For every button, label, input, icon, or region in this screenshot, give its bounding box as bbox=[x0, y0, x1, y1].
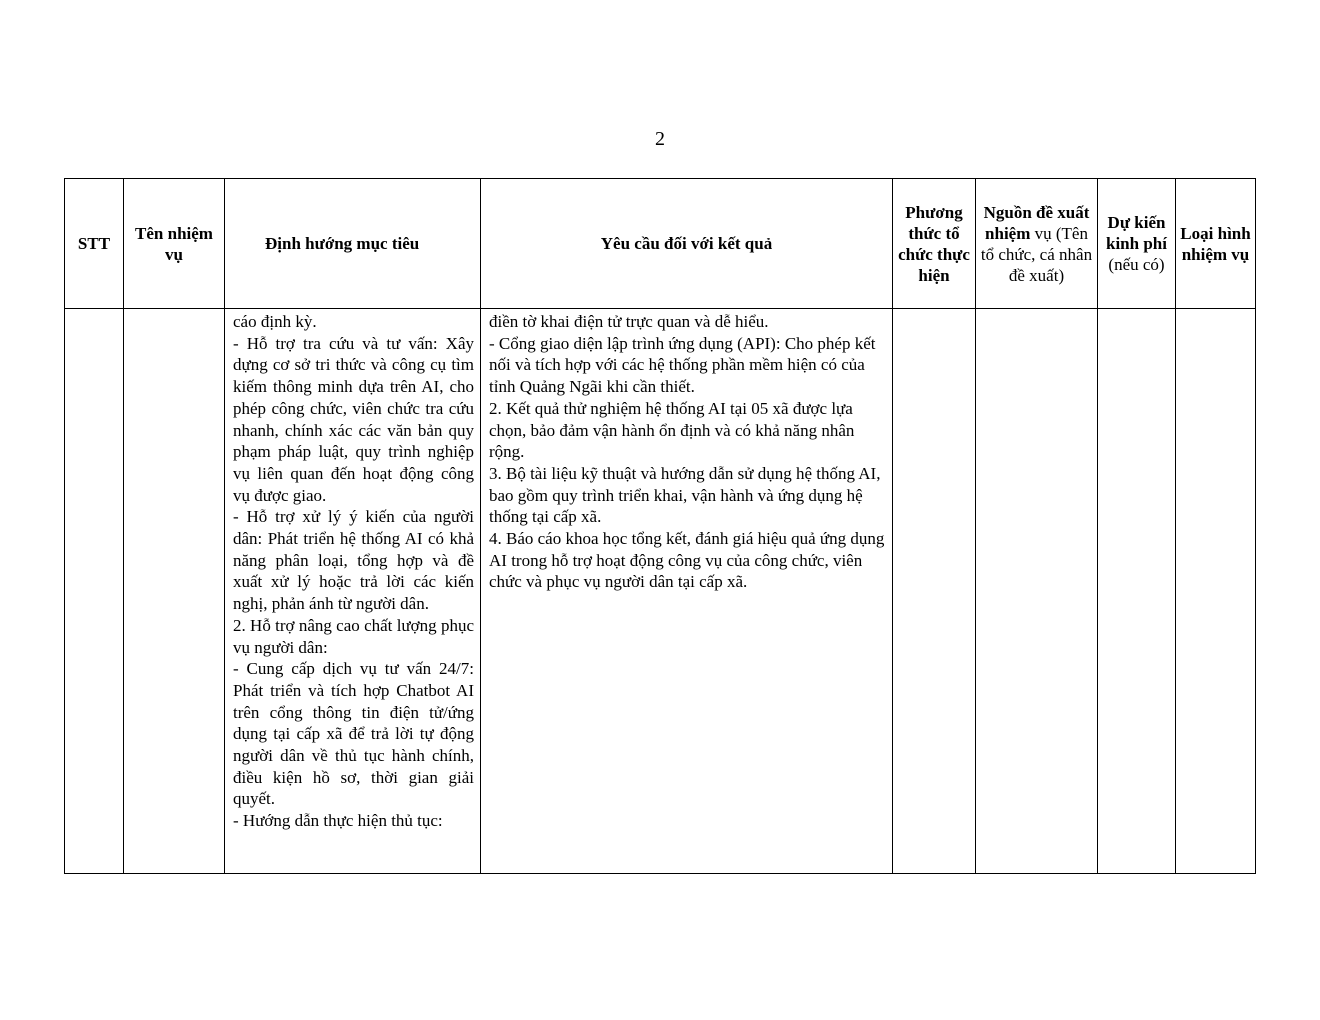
objective-line: 2. Hỗ trợ nâng cao chất lượng phục vụ người dân: bbox=[233, 615, 474, 657]
cell-objective bbox=[225, 309, 481, 874]
header-source-normal: vụ (Tên tổ chức, cá nhân đề xuất) bbox=[980, 223, 1093, 285]
header-method: Phương thức tổ chức thực hiện bbox=[893, 179, 976, 309]
objective-text bbox=[225, 309, 480, 832]
table-header-row bbox=[65, 179, 1256, 309]
page-number: 2 bbox=[655, 128, 665, 150]
header-source-bold: Nguồn đề xuất nhiệm bbox=[983, 202, 1090, 243]
requirement-line: - Cổng giao diện lập trình ứng dụng (API): Cho phép kết nối và tích hợp với các hệ thống phần mềm hiện có của tỉnh Quảng Ngãi khi cần thiết. bbox=[489, 333, 876, 397]
header-task-name: Tên nhiệm vụ bbox=[124, 179, 225, 309]
header-requirements: Yêu cầu đối với kết quả bbox=[481, 179, 893, 309]
header-budget bbox=[1098, 179, 1176, 309]
header-budget-normal: (nếu có) bbox=[1108, 255, 1165, 274]
header-objective: Định hướng mục tiêu bbox=[225, 179, 481, 309]
cell-task-name bbox=[124, 309, 225, 874]
requirement-line: điền tờ khai điện tử trực quan và dễ hiểu. bbox=[489, 312, 769, 331]
cell-task-type bbox=[1176, 309, 1256, 874]
objective-line: - Hướng dẫn thực hiện thủ tục: bbox=[233, 811, 443, 831]
cell-method bbox=[893, 309, 976, 874]
header-task-type: Loại hình nhiệm vụ bbox=[1176, 179, 1256, 309]
cell-source bbox=[976, 309, 1098, 874]
requirements-text bbox=[481, 309, 892, 593]
objective-line: cáo định kỳ. bbox=[233, 312, 317, 331]
header-source bbox=[976, 179, 1098, 309]
requirement-line: 2. Kết quả thử nghiệm hệ thống AI tại 05 xã được lựa chọn, bảo đảm vận hành ổn định và có khả năng nhân rộng. bbox=[489, 398, 855, 462]
objective-line: - Hỗ trợ tra cứu và tư vấn: Xây dựng cơ sở tri thức và công cụ tìm kiếm thông minh dựa trên AI, cho phép công chức, viên chức tra cứu nhanh, chính xác các văn bản quy phạm pháp luật, quy trình nghiệp vụ liên quan đến hoạt động công vụ được giao. bbox=[233, 333, 474, 505]
cell-stt bbox=[65, 309, 124, 874]
requirement-line: 4. Báo cáo khoa học tổng kết, đánh giá hiệu quả ứng dụng AI trong hỗ trợ hoạt động công vụ của công chức, viên chức và phục vụ người dân tại cấp xã. bbox=[489, 529, 885, 592]
task-table bbox=[64, 178, 1256, 874]
table-row bbox=[65, 309, 1256, 874]
requirement-line: 3. Bộ tài liệu kỹ thuật và hướng dẫn sử dụng hệ thống AI, bao gồm quy trình triển khai, vận hành và ứng dụng hệ thống tại cấp xã. bbox=[489, 463, 881, 527]
objective-line: - Hỗ trợ xử lý ý kiến của người dân: Phát triển hệ thống AI có khả năng phân loại, tổng hợp và đề xuất xử lý hoặc trả lời các kiến nghị, phản ánh từ người dân. bbox=[233, 507, 474, 614]
cell-requirements bbox=[481, 309, 893, 874]
header-stt: STT bbox=[65, 179, 124, 309]
objective-line: - Cung cấp dịch vụ tư vấn 24/7: Phát triển và tích hợp Chatbot AI trên cổng thông tin điện tử/ứng dụng tại cấp xã để trả lời tự động người dân về thủ tục hành chính, điều kiện hồ sơ, thời gian giải quyết. bbox=[233, 659, 474, 809]
cell-budget bbox=[1098, 309, 1176, 874]
header-budget-bold: Dự kiến kinh phí bbox=[1106, 213, 1167, 253]
